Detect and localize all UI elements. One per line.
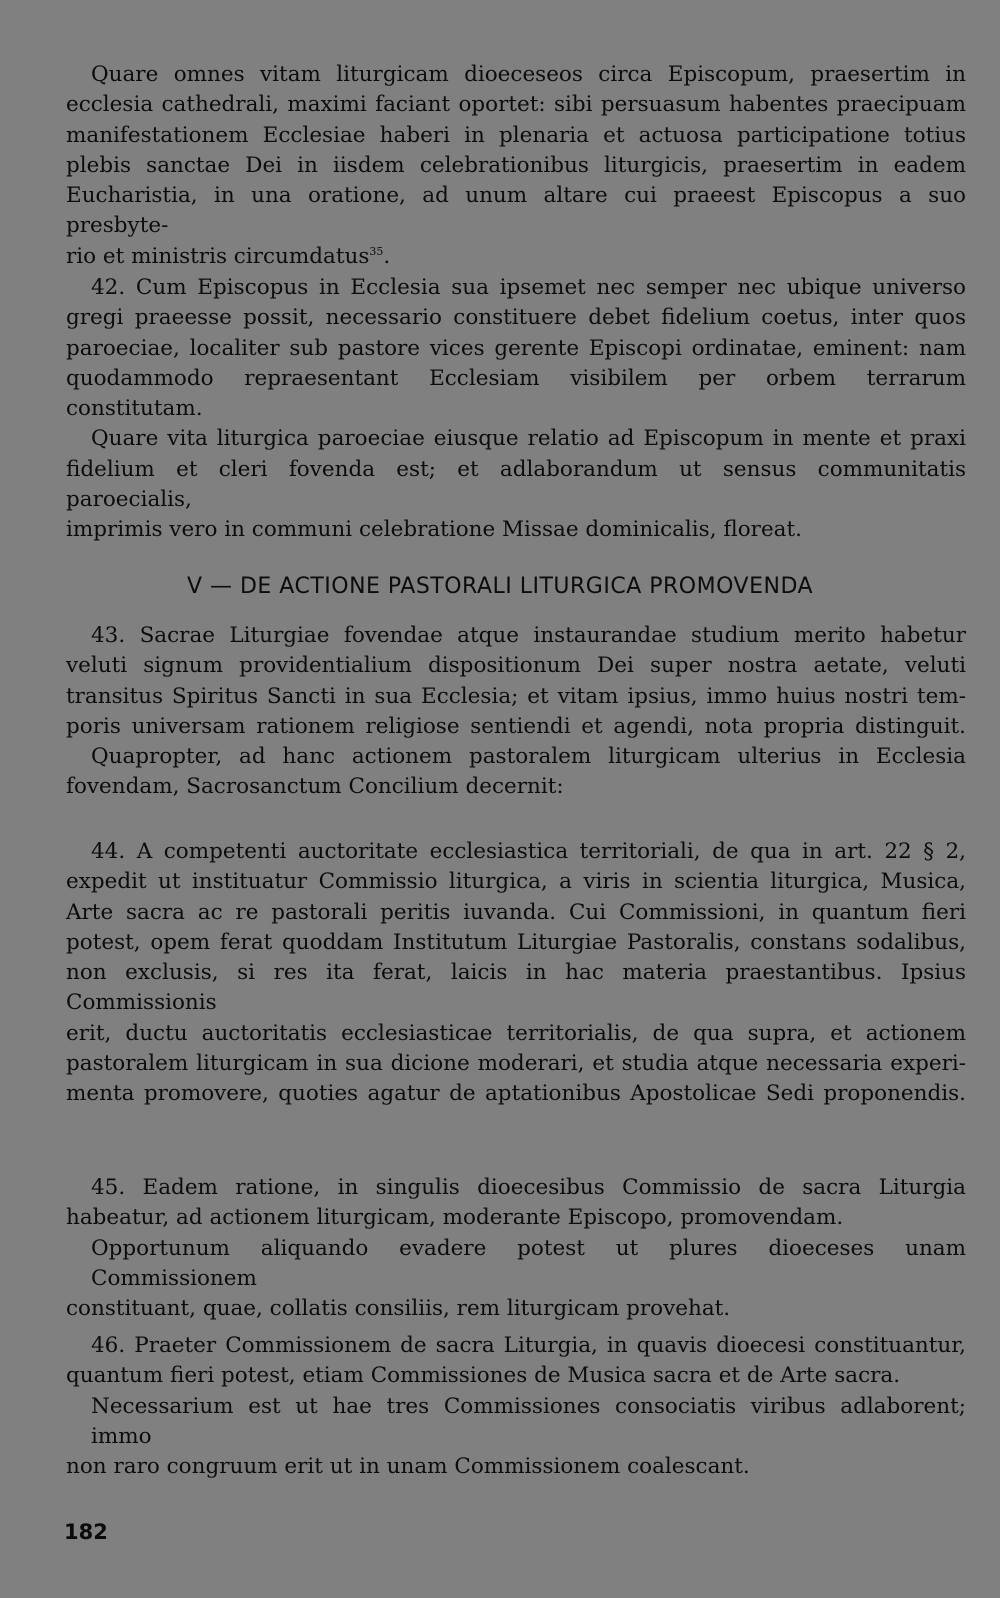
footnote-ref: 35 [369,244,384,258]
text-line: pastoralem liturgicam in sua dicione moderari, et studia atque necessaria experi- [66,1051,966,1077]
text-line: gregi praeesse possit, necessario constituere debet fidelium coetus, inter quos [66,305,966,331]
text-line: veluti signum providentialium dispositionum Dei super nostra aetate, veluti [66,653,966,679]
text-line: fovendam, Sacrosanctum Concilium decernit: [66,774,564,800]
text-line: Arte sacra ac re pastorali peritis iuvanda. Cui Commissioni, in quantum fieri [66,899,966,925]
text-line: quodammodo repraesentant Ecclesiam visibilem per orbem terrarum constitutam. [66,365,966,422]
text-line: non raro congruum erit ut in unam Commissionem coalescant. [66,1454,750,1480]
text-line: potest, opem ferat quoddam Institutum Liturgiae Pastoralis, constans sodalibus, [66,929,966,955]
page-number: 182 [64,1520,108,1544]
text-line: Necessarium est ut hae tres Commissiones consociatis viribus adlaborent; immo [91,1393,966,1449]
text-line: non exclusis, si res ita ferat, laicis in hac materia praestantibus. Ipsius Commissionis [66,960,966,1016]
period: . [383,243,391,269]
paragraph-46 [66,1331,966,1482]
text-line: habeatur, ad actionem liturgicam, moderante Episcopo, promovendam. [66,1205,844,1231]
text-line [66,242,966,272]
paragraph-45 [66,1173,966,1324]
paragraph-intro [66,60,966,272]
text-line: Opportunum aliquando evadere potest ut plures dioeceses unam Commissionem [91,1235,966,1291]
text-line: quantum fieri potest, etiam Commissiones de Musica sacra et de Arte sacra. [66,1363,901,1389]
section-heading: V — DE ACTIONE PASTORALI LITURGICA PROMOVENDA [186,574,814,599]
text-line: menta promovere, quoties agatur de aptationibus Apostolicae Sedi proponendis. [66,1081,966,1107]
text-line: Quare vita liturgica paroeciae eiusque relatio ad Episcopum in mente et praxi [91,426,966,452]
text-line: ecclesia cathedrali, maximi faciant oportet: sibi persuasum habentes praecipuam [66,92,966,118]
text-line: 42. Cum Episcopus in Ecclesia sua ipsemet nec semper nec ubique universo [91,275,966,300]
text-line: expedit ut instituatur Commissio liturgica, a viris in scientia liturgica, Musica, [66,869,966,895]
text-line: 43. Sacrae Liturgiae fovendae atque instaurandae studium merito habetur [91,623,966,648]
paragraph-43 [66,621,966,803]
text-line: 46. Praeter Commissionem de sacra Liturgia, in quavis dioecesi constituantur, [91,1333,966,1358]
text-line: 44. A competenti auctoritate ecclesiastica territoriali, de qua in art. 22 § 2, [91,839,966,864]
text-line: transitus Spiritus Sancti in sua Ecclesia; et vitam ipsius, immo huius nostri tem- [66,683,966,709]
text-line: 45. Eadem ratione, in singulis dioecesibus Commissio de sacra Liturgia [91,1175,966,1200]
text-line: plebis sanctae Dei in iisdem celebrationibus liturgicis, praesertim in eadem [66,152,966,178]
text-line: imprimis vero in communi celebratione Missae dominicalis, floreat. [66,517,802,543]
text-line: Quapropter, ad hanc actionem pastoralem liturgicam ulterius in Ecclesia [91,744,966,770]
text-line-end: rio et ministris circumdatus [66,243,370,269]
text-line: erit, ductu auctoritatis ecclesiasticae territorialis, de qua supra, et actionem [66,1020,966,1046]
paragraph-42 [66,273,966,546]
text-line: poris universam rationem religiose sentiendi et agendi, nota propria distinguit. [66,713,966,739]
text-line: Eucharistia, in una oratione, ad unum altare cui praeest Episcopus a suo presbyte- [66,183,966,239]
text-line: Quare omnes vitam liturgicam dioeceseos circa Episcopum, praesertim in [91,62,966,87]
text-line: fidelium et cleri fovenda est; et adlaborandum ut sensus communitatis paroecialis, [66,456,966,513]
text-line: constituant, quae, collatis consiliis, rem liturgicam provehat. [66,1296,731,1322]
text-line: manifestationem Ecclesiae haberi in plenaria et actuosa participatione totius [66,122,966,148]
text-line: paroeciae, localiter sub pastore vices gerente Episcopi ordinatae, eminent: nam [66,335,966,361]
paragraph-44 [66,837,966,1110]
